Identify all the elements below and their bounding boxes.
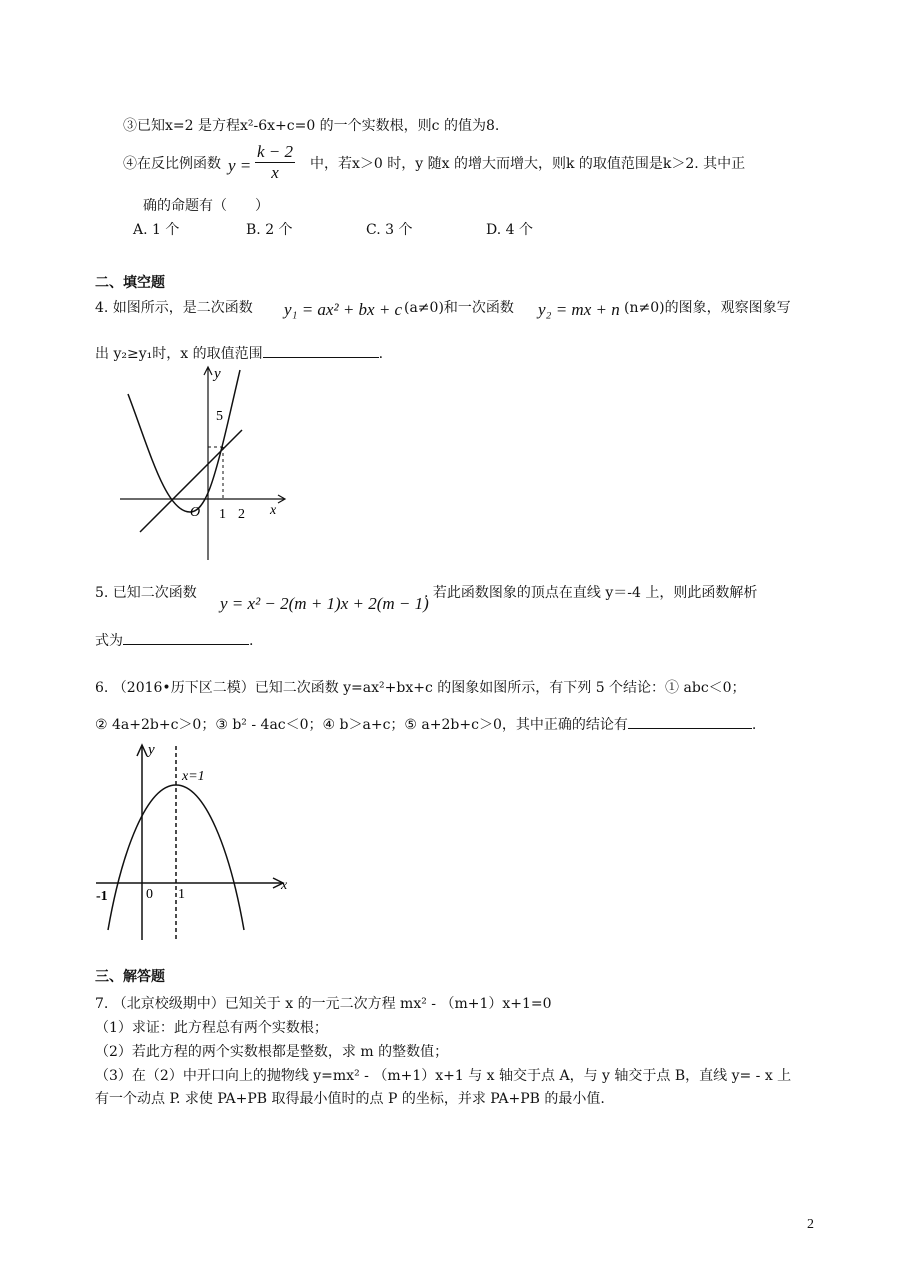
q4-line2-text: 出 y₂≥y₁时，x 的取值范围 [95, 346, 263, 362]
section-title-fill-blank: 二、填空题 [95, 275, 165, 291]
q7-part2: （2）若此方程的两个实数根都是整数，求 m 的整数值； [95, 1044, 449, 1060]
q4-formula-1: y₁ = ax² + bx + c [284, 300, 403, 319]
q7-line1: 7. （北京校级期中）已知关于 x 的一元二次方程 mx² - （m+1）x+1=0 [95, 996, 552, 1012]
q4-label-2: 2 [238, 507, 245, 522]
q4-label-origin: O [190, 505, 201, 520]
q4-answer-blank[interactable] [263, 343, 379, 358]
q7-part3-cont: 有一个动点 P. 求使 PA+PB 取得最小值时的点 P 的坐标，并求 PA+PB 的最小值. [95, 1091, 605, 1107]
q3-option-a: A. 1 个 [133, 222, 180, 238]
q4-formula-2: y₂ = mx + n [538, 300, 620, 319]
q6-label-neg1: -1 [96, 889, 108, 904]
q4-line2 [95, 343, 383, 364]
q6-line2-text: ② 4a+2b+c＞0；③ b² - 4ac＜0；④ b＞a+c；⑤ a+2b+c＞0，其中正确的结论有 [95, 717, 628, 733]
q4-y-label: y [214, 366, 221, 382]
q6-label-0: 0 [146, 887, 153, 902]
q6-y-label: y [148, 742, 155, 758]
q5-post: . 若此函数图象的顶点在直线 y＝-4 上，则此函数解析 [424, 585, 758, 601]
q6-graph [92, 740, 302, 945]
q3-item4-denominator: x [271, 163, 279, 182]
q4-x-label: x [270, 503, 277, 518]
q6-line1: 6. （2016•历下区二模）已知二次函数 y=ax²+bx+c 的图象如图所示，有下列 5 个结论：① abc＜0； [95, 680, 746, 696]
q5-formula: y = x² − 2(m + 1)x + 2(m − 1) [220, 594, 429, 613]
section-title-solve: 三、解答题 [95, 969, 165, 985]
q6-line2-end: . [751, 717, 757, 733]
q5-line2-text: 式为 [95, 633, 123, 649]
q5-line2-end: . [249, 633, 254, 649]
q4-line2-end: . [378, 346, 384, 362]
page-number: 2 [807, 1217, 814, 1232]
q3-item4-lhs: y = [228, 156, 252, 175]
q4-pre: 4. 如图所示，是二次函数 [95, 300, 253, 316]
q4-label-1: 1 [219, 507, 226, 522]
q3-item4-numerator: k − 2 [257, 142, 294, 161]
q4-cond-1: (a≠0)和一次函数 [404, 300, 514, 316]
q4-cond-2: (n≠0)的图象，观察图象写 [624, 300, 791, 316]
q3-item4-cont: 确的命题有（ ） [143, 198, 269, 214]
q5-line2 [95, 630, 253, 651]
q6-line2 [95, 714, 756, 735]
q6-answer-blank[interactable] [628, 714, 752, 729]
q4-label-5: 5 [216, 409, 223, 424]
q6-x-label: x [281, 878, 288, 893]
q3-item4-post: 中，若x＞0 时，y 随x 的增大而增大，则k 的取值范围是k＞2. 其中正 [310, 156, 746, 172]
q5-answer-blank[interactable] [123, 630, 249, 645]
q6-axis-label: x=1 [182, 769, 205, 784]
q3-option-c: C. 3 个 [366, 222, 413, 238]
q3-option-d: D. 4 个 [486, 222, 533, 238]
q3-item4-fraction [255, 142, 295, 183]
q7-part3: （3）在（2）中开口向上的抛物线 y=mx² - （m+1）x+1 与 x 轴交于点 A，与 y 轴交于点 B，直线 y= - x 上 [95, 1068, 792, 1084]
q4-graph [110, 362, 290, 562]
q3-option-b: B. 2 个 [246, 222, 293, 238]
q6-label-1: 1 [178, 887, 185, 902]
q5-pre: 5. 已知二次函数 [95, 585, 197, 601]
q7-part1: （1）求证：此方程总有两个实数根； [95, 1020, 328, 1036]
q3-item3: ③已知x=2 是方程x²-6x+c=0 的一个实数根，则c 的值为8. [123, 118, 500, 134]
q3-item4-pre: ④在反比例函数 [123, 156, 221, 172]
